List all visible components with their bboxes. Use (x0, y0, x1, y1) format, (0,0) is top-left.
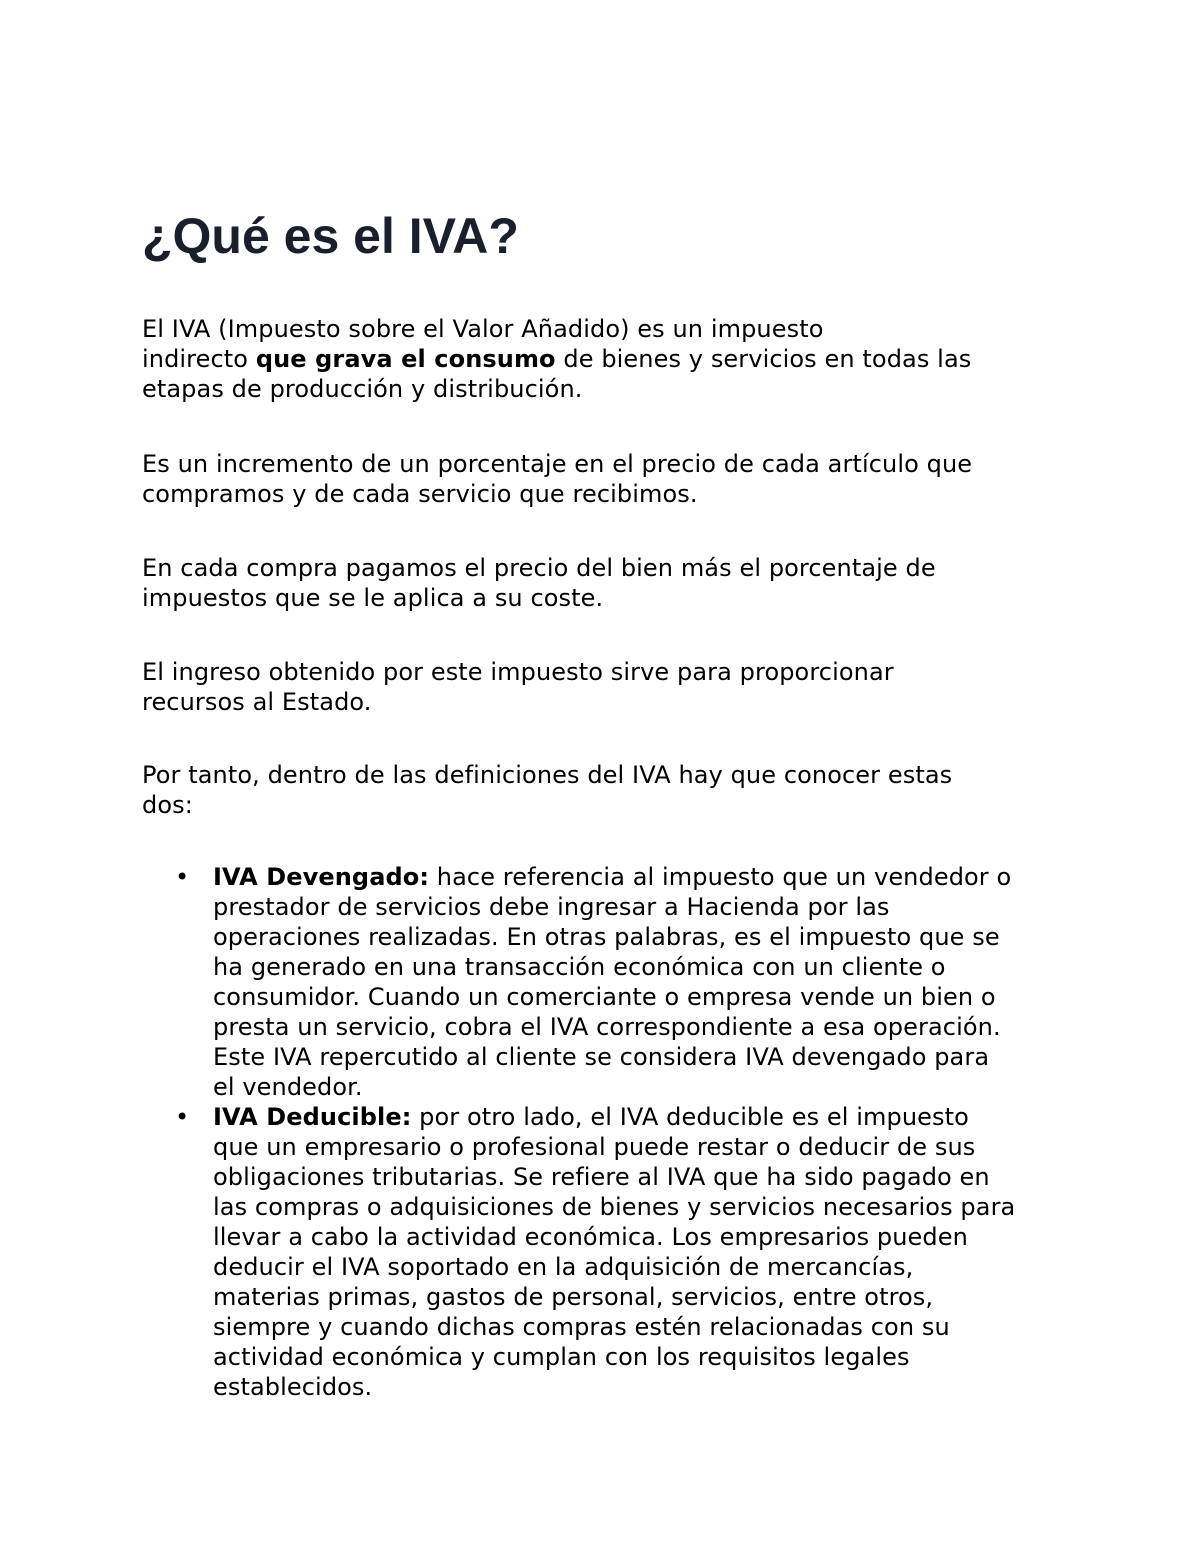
list-item-line (213, 1102, 1072, 1132)
paragraph-increment (142, 449, 1072, 509)
document-page (142, 0, 1072, 1553)
list-item-term: IVA Devengado: (213, 863, 430, 891)
paragraph-purchase (142, 553, 1072, 613)
paragraph-line: Por tanto, dentro de las definiciones del IVA hay que conocer estas (142, 761, 953, 789)
list-item-line: operaciones realizadas. En otras palabras, es el impuesto que se (213, 923, 1000, 951)
inline-text: por otro lado, el IVA deducible es el impuesto (411, 1103, 969, 1131)
list-item-line: prestador de servicios debe ingresar a Hacienda por las (213, 893, 890, 921)
list-item-line: llevar a cabo la actividad económica. Los empresarios pueden (213, 1223, 968, 1251)
list-item-iva-deducible (142, 1102, 1072, 1402)
list-item-line: ha generado en una transacción económica con un cliente o (213, 953, 946, 981)
list-item-line: que un empresario o profesional puede restar o deducir de sus (213, 1133, 976, 1161)
bullet-icon: • (175, 863, 190, 891)
paragraph-line: Es un incremento de un porcentaje en el precio de cada artículo que (142, 450, 973, 478)
list-item-line: presta un servicio, cobra el IVA correspondiente a esa operación. (213, 1013, 1001, 1041)
bold-phrase: que grava el consumo (255, 345, 556, 373)
paragraph-line: dos: (142, 791, 193, 819)
paragraph-definitions-intro (142, 760, 1072, 820)
list-item-line: las compras o adquisiciones de bienes y servicios necesarios para (213, 1193, 1016, 1221)
paragraph-line: compramos y de cada servicio que recibimos. (142, 480, 698, 508)
paragraph-line: etapas de producción y distribución. (142, 375, 583, 403)
paragraph-line: En cada compra pagamos el precio del bien más el porcentaje de (142, 554, 936, 582)
bullet-icon: • (175, 1103, 190, 1131)
paragraph-definition (142, 314, 1072, 404)
list-item-line: establecidos. (213, 1373, 373, 1401)
definitions-list (142, 862, 1072, 1402)
list-item-line: siempre y cuando dichas compras estén relacionadas con su (213, 1313, 950, 1341)
paragraph-line (142, 344, 1072, 374)
page-title: ¿Qué es el IVA? (142, 208, 519, 264)
list-item-line: consumidor. Cuando un comerciante o empresa vende un bien o (213, 983, 996, 1011)
paragraph-income (142, 657, 1072, 717)
paragraph-line: El ingreso obtenido por este impuesto sirve para proporcionar (142, 658, 894, 686)
list-item-line: obligaciones tributarias. Se refiere al IVA que ha sido pagado en (213, 1163, 990, 1191)
inline-text: indirecto (142, 345, 256, 373)
list-item-line: materias primas, gastos de personal, servicios, entre otros, (213, 1283, 934, 1311)
paragraph-line: El IVA (Impuesto sobre el Valor Añadido) es un impuesto (142, 315, 824, 343)
inline-text: de bienes y servicios en todas las (555, 345, 972, 373)
list-item-term: IVA Deducible: (213, 1103, 412, 1131)
list-item-line: Este IVA repercutido al cliente se considera IVA devengado para (213, 1043, 990, 1071)
list-item-line: deducir el IVA soportado en la adquisición de mercancías, (213, 1253, 914, 1281)
inline-text: hace referencia al impuesto que un vendedor o (429, 863, 1012, 891)
list-item-line: el vendedor. (213, 1073, 363, 1101)
list-item-iva-devengado (142, 862, 1072, 1102)
paragraph-line: impuestos que se le aplica a su coste. (142, 584, 604, 612)
paragraph-line: recursos al Estado. (142, 688, 372, 716)
list-item-line: actividad económica y cumplan con los requisitos legales (213, 1343, 910, 1371)
list-item-line (213, 862, 1072, 892)
